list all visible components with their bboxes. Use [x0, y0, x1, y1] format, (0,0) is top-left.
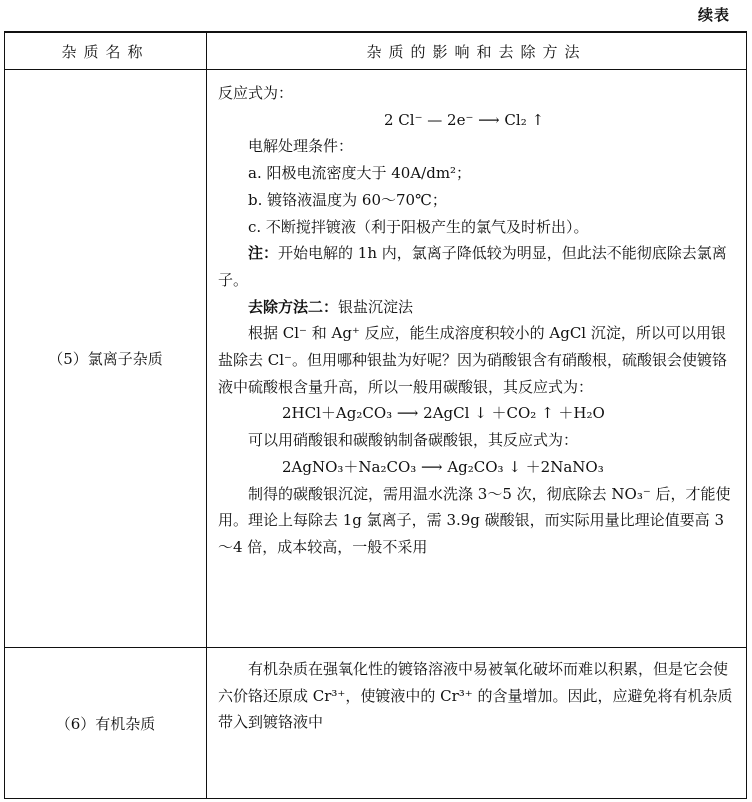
row-content-chloride: [207, 70, 747, 648]
text-paragraph: 有机杂质在强氧化性的镀铬溶液中易被氧化破坏而难以积累，但是它会使六价铬还原成 Cr³⁺，使镀液中的 Cr³⁺ 的含量增加。因此，应避免将有机杂质带入到镀铬液中: [218, 660, 733, 732]
col-header-effect-and-removal: 杂质的影响和去除方法: [207, 32, 747, 70]
text-paragraph: 可以用硝酸银和碳酸钠制备碳酸银，其反应式为：: [248, 431, 579, 450]
continued-label: 续表: [697, 6, 730, 24]
reaction-equation: 2AgNO₃＋Na₂CO₃ ⟶ Ag₂CO₃ ↓ ＋2NaNO₃: [282, 457, 604, 476]
reaction-equation: 2HCl＋Ag₂CO₃ ⟶ 2AgCl ↓ ＋CO₂ ↑ ＋H₂O: [282, 404, 605, 423]
method2-label: 去除方法二：: [248, 297, 339, 316]
impurity-table: [4, 31, 747, 799]
note-paragraph: [218, 240, 738, 293]
text-paragraph: 制得的碳酸银沉淀，需用温水洗涤 3～5 次，彻底除去 NO₃⁻ 后，才能使用。理论上每除去 1g 氯离子，需 3.9g 碳酸银，而实际用量比理论值要高 3～4 倍，成本较高，一般不采用: [218, 484, 731, 556]
col-header-impurity-name: 杂质名称: [5, 32, 207, 70]
table-row: [5, 70, 747, 648]
method2-text: 银盐沉淀法: [338, 297, 414, 316]
table-header-row: [5, 32, 747, 70]
reaction-equation: 2 Cl⁻ — 2e⁻ ⟶ Cl₂ ↑: [384, 110, 545, 129]
table-row: [5, 648, 747, 799]
row-content-organic: [207, 648, 747, 799]
row-name-organic: （6）有机杂质: [5, 648, 207, 799]
note-text: 开始电解的 1h 内，氯离子降低较为明显，但此法不能彻底除去氯离子。: [218, 244, 727, 289]
note-label: 注：: [248, 244, 279, 263]
row-name-chloride: （5）氯离子杂质: [5, 70, 207, 648]
text-line: b. 镀铬液温度为 60～70℃；: [248, 190, 447, 209]
method-heading: [218, 294, 738, 321]
text-paragraph: 根据 Cl⁻ 和 Ag⁺ 反应，能生成溶度积较小的 AgCl 沉淀，所以可以用银盐除去 Cl⁻。但用哪种银盐为好呢？因为硝酸银含有硝酸根，硫酸银会使镀铬液中硫酸根含量升高，所以一般用碳酸银，其反应式为：: [218, 324, 727, 396]
text-line: a. 阳极电流密度大于 40A/dm²；: [248, 164, 472, 183]
text-line: 反应式为：: [218, 84, 294, 102]
text-line: 电解处理条件：: [248, 137, 354, 156]
text-line: c. 不断搅拌镀液（利于阳极产生的氯气及时析出）。: [248, 217, 589, 236]
